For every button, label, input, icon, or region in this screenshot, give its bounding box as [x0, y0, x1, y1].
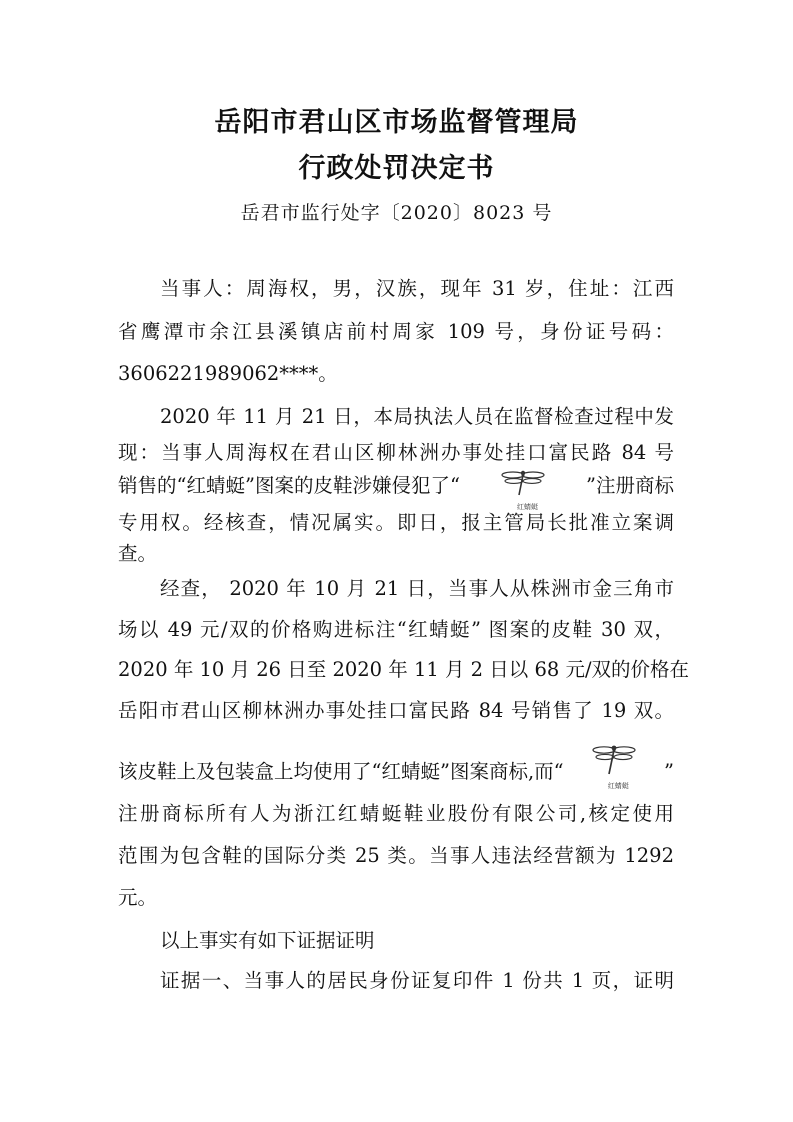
- paragraph-line: 证据一、当事人的居民身份证复印件 1 份共 1 页，证明: [160, 969, 674, 992]
- paragraph-text: 该皮鞋上及包装盒上均使用了“红蜻蜓”图案商标,而“: [118, 760, 564, 783]
- trademark-logo: [499, 468, 547, 511]
- paragraph-line: 范围为包含鞋的国际分类 25 类。当事人违法经营额为 1292: [118, 844, 674, 867]
- document-subtitle: 行政处罚决定书: [298, 153, 495, 184]
- document-title: 岳阳市君山区市场监督管理局: [214, 107, 579, 138]
- paragraph-line: 以上事实有如下证据证明: [160, 929, 375, 952]
- paragraph-line: 2020 年 10 月 26 日至 2020 年 11 月 2 日以 68 元/双的价格在: [118, 658, 690, 681]
- paragraph-line: 专用权。经核查，情况属实。即日，报主管局长批准立案调: [118, 511, 674, 534]
- paragraph-line: 省鹰潭市余江县溪镇店前村周家 109 号，身份证号码：: [118, 320, 674, 343]
- dragonfly-icon: [590, 743, 638, 775]
- paragraph-line: 经查， 2020 年 10 月 21 日，当事人从株洲市金三角市: [160, 577, 674, 600]
- paragraph-line-with-logo: [118, 468, 674, 511]
- trademark-logo: [590, 743, 638, 790]
- paragraph-line-with-logo: [118, 760, 674, 790]
- dragonfly-icon: [499, 468, 547, 496]
- paragraph-line: 当事人：周海权，男，汉族，现年 31 岁，住址：江西: [160, 277, 674, 300]
- paragraph-text: 销售的“红蜻蜓”图案的皮鞋涉嫌侵犯了“: [118, 474, 460, 497]
- paragraph-text: ”注册商标: [586, 474, 674, 497]
- paragraph-line: 场以 49 元/双的价格购进标注“红蜻蜓” 图案的皮鞋 30 双，: [118, 618, 674, 641]
- document-number: 岳君市监行处字〔2020〕8023 号: [240, 202, 553, 224]
- paragraph-line: 注册商标所有人为浙江红蜻蜓鞋业股份有限公司,核定使用: [118, 802, 674, 825]
- paragraph-line: 查。: [118, 542, 158, 565]
- paragraph-line: 3606221989062****。: [118, 362, 338, 385]
- paragraph-line: 2020 年 11 月 21 日，本局执法人员在监督检查过程中发: [160, 405, 674, 428]
- paragraph-line: 岳阳市君山区柳林洲办事处挂口富民路 84 号销售了 19 双。: [118, 699, 674, 722]
- trademark-text: 红蜻蜓: [516, 503, 538, 511]
- paragraph-text: ”: [664, 760, 674, 783]
- trademark-text: 红蜻蜓: [607, 782, 629, 790]
- paragraph-line: 现：当事人周海权在君山区柳林洲办事处挂口富民路 84 号: [118, 441, 674, 464]
- paragraph-line: 元。: [118, 886, 158, 909]
